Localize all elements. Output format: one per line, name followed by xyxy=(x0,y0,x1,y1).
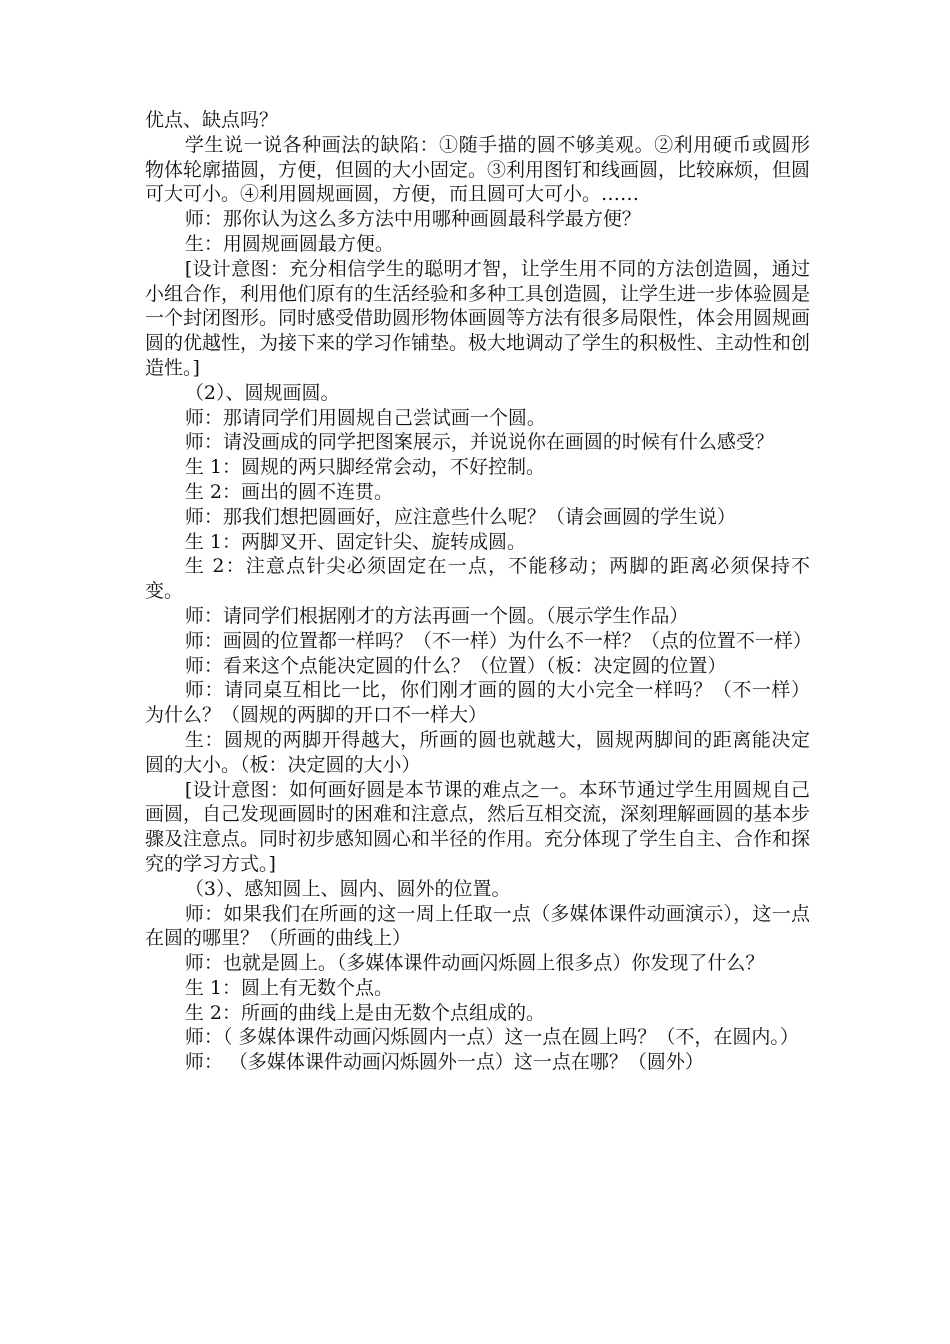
design-intent-note: [设计意图：如何画好圆是本节课的难点之一。本环节通过学生用圆规自己画圆，自己发现画圆时的困难和注意点，然后互相交流，深刻理解画圆的基本步骤及注意点。同时初步感知圆心和半径的作用。充分体现了学生自主、合作和探究的学习方式。] xyxy=(145,778,811,875)
paragraph: 学生说一说各种画法的缺陷：①随手描的圆不够美观。②利用硬币或圆形物体轮廓描圆，方便，但圆的大小固定。③利用图钉和线画圆，比较麻烦，但圆可大可小。④利用圆规画圆，方便，而且圆可大可小。…… xyxy=(145,133,811,206)
document-page xyxy=(145,0,810,1344)
paragraph: 师： （多媒体课件动画闪烁圆外一点）这一点在哪？（圆外） xyxy=(184,1051,704,1074)
paragraph: 师：那请同学们用圆规自己尝试画一个圆。 xyxy=(184,406,546,429)
paragraph: 生 2：画出的圆不连贯。 xyxy=(184,480,394,503)
paragraph: 优点、缺点吗？ xyxy=(145,109,279,131)
paragraph: 师：看来这个点能决定圆的什么？（位置）（板：决定圆的位置） xyxy=(184,654,727,677)
paragraph: 生 1：圆规的两只脚经常会动，不好控制。 xyxy=(184,456,546,479)
paragraph: 师：画圆的位置都一样吗？（不一样）为什么不一样？（点的位置不一样） xyxy=(184,629,812,652)
paragraph: 生 1：两脚叉开、固定针尖、旋转成圆。 xyxy=(184,530,527,553)
paragraph: 师：请同学们根据刚才的方法再画一个圆。（展示学生作品） xyxy=(184,604,689,627)
paragraph: 生：圆规的两脚开得越大，所画的圆也就越大，圆规两脚间的距离能决定圆的大小。（板：决定圆的大小） xyxy=(145,728,810,776)
paragraph: 师：请没画成的同学把图案展示，并说说你在画圆的时候有什么感受？ xyxy=(184,431,774,454)
paragraph: 师：如果我们在所画的这一周上任取一点（多媒体课件动画演示），这一点在圆的哪里？（所画的曲线上） xyxy=(145,902,810,950)
design-intent-note: [设计意图：充分相信学生的聪明才智，让学生用不同的方法创造圆，通过小组合作，利用他们原有的生活经验和多种工具创造圆，让学生进一步体验圆是一个封闭图形。同时感受借助圆形物体画圆等方法有很多局限性，体会用圆规画圆的优越性，为接下来的学习作铺垫。极大地调动了学生的积极性、主动性和创造性。] xyxy=(145,257,811,379)
paragraph: 师：也就是圆上。（多媒体课件动画闪烁圆上很多点）你发现了什么？ xyxy=(184,952,765,975)
paragraph: 师：那你认为这么多方法中用哪种画圆最科学最方便？ xyxy=(184,208,641,231)
paragraph: 生 1：圆上有无数个点。 xyxy=(184,976,394,999)
paragraph: 生 2：注意点针尖必须固定在一点，不能移动；两脚的距离必须保持不变。 xyxy=(145,555,810,603)
section-heading: （2）、圆规画圆。 xyxy=(184,381,340,404)
paragraph: 师：（ 多媒体课件动画闪烁圆内一点）这一点在圆上吗？（不，在圆内。） xyxy=(184,1026,799,1049)
paragraph: 师：请同桌互相比一比，你们刚才画的圆的大小完全一样吗？（不一样）为什么？（圆规的两脚的开口不一样大） xyxy=(145,679,810,727)
document-body xyxy=(145,108,810,1075)
paragraph: 生 2：所画的曲线上是由无数个点组成的。 xyxy=(184,1001,546,1024)
paragraph: 生：用圆规画圆最方便。 xyxy=(184,232,394,255)
paragraph: 师：那我们想把圆画好，应注意些什么呢？（请会画圆的学生说） xyxy=(184,505,736,528)
section-heading: （3）、感知圆上、圆内、圆外的位置。 xyxy=(184,877,511,900)
